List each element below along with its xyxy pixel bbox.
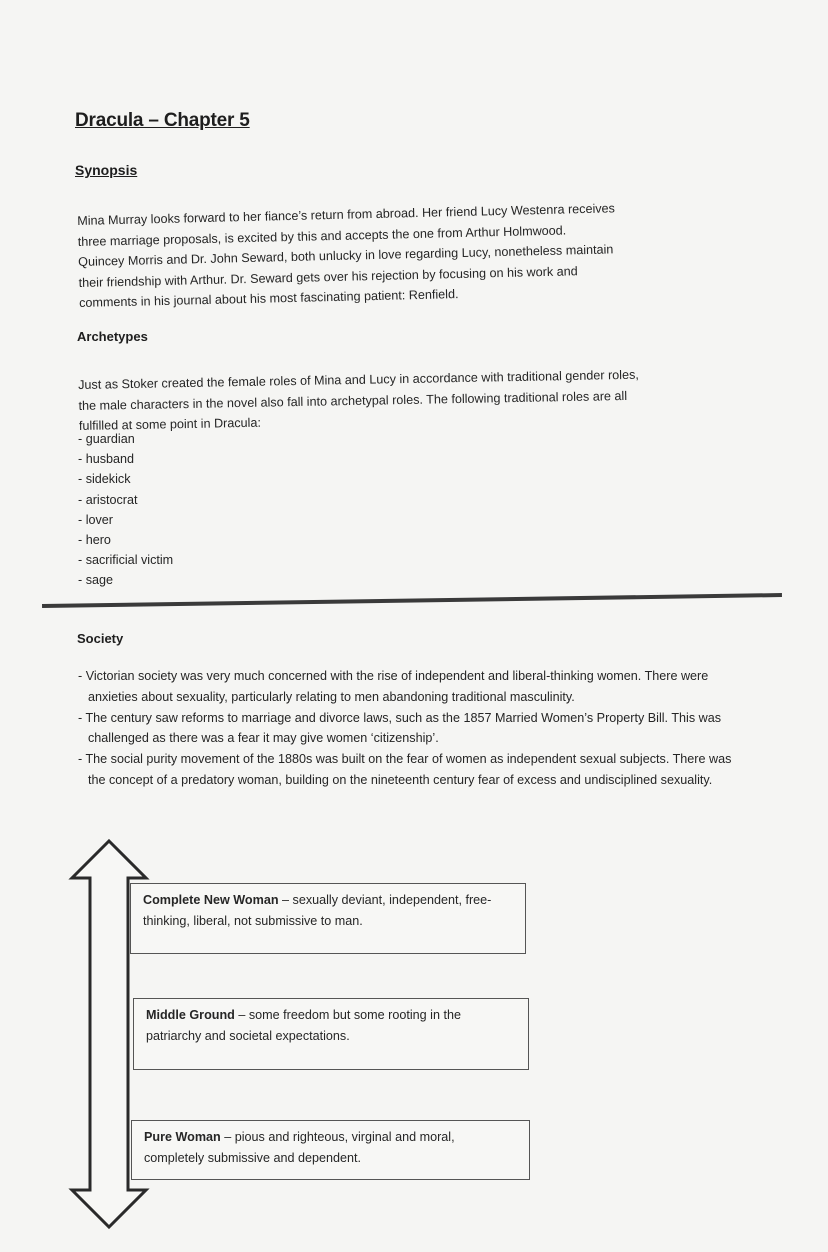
spectrum-box-pure-woman xyxy=(131,1120,530,1180)
spectrum-label: Pure Woman xyxy=(144,1130,221,1144)
spectrum-text: – sexually deviant, independent, free-thinking, liberal, not submissive to man. xyxy=(143,893,492,928)
archetypes-paragraph xyxy=(78,363,744,437)
list-item: - sidekick xyxy=(78,469,173,489)
synopsis-line: Quincey Morris and Dr. John Seward, both unlucky in love regarding Lucy, nonetheless maintain xyxy=(78,242,614,269)
spectrum-box-middle-ground xyxy=(133,998,529,1070)
synopsis-paragraph xyxy=(77,195,744,313)
section-divider xyxy=(42,593,782,608)
list-item: - lover xyxy=(78,510,173,530)
page-title: Dracula – Chapter 5 xyxy=(75,110,250,131)
list-item: - sage xyxy=(78,570,173,590)
spectrum-label: Complete New Woman xyxy=(143,893,279,907)
archetypes-line: the male characters in the novel also fall into archetypal roles. The following traditional roles are all xyxy=(78,388,628,413)
synopsis-heading: Synopsis xyxy=(75,162,138,178)
list-item: - hero xyxy=(78,530,173,550)
list-item: - sacrificial victim xyxy=(78,550,173,570)
synopsis-line: three marriage proposals, is excited by this and accepts the one from Arthur Holmwood. xyxy=(77,222,567,249)
spectrum-text: – some freedom but some rooting in the patriarchy and societal expectations. xyxy=(146,1008,461,1043)
synopsis-line: Mina Murray looks forward to her fiance’s return from abroad. Her friend Lucy Westenra receives xyxy=(77,201,616,228)
list-item: - aristocrat xyxy=(78,490,173,510)
list-item: - Victorian society was very much concerned with the rise of independent and liberal-thinking women. There were anxieties about sexuality, particularly relating to men abandoning traditional masculinity. xyxy=(78,666,748,708)
synopsis-line: their friendship with Arthur. Dr. Seward gets over his rejection by focusing on his work and xyxy=(78,263,578,290)
spectrum-box-new-woman xyxy=(130,883,526,954)
archetypes-line: fulfilled at some point in Dracula: xyxy=(78,415,262,433)
society-list xyxy=(78,666,748,791)
spectrum-label: Middle Ground xyxy=(146,1008,235,1022)
synopsis-line: comments in his journal about his most fascinating patient: Renfield. xyxy=(79,287,459,310)
spectrum-text: – pious and righteous, virginal and moral, completely submissive and dependent. xyxy=(144,1130,455,1165)
archetypes-heading: Archetypes xyxy=(77,329,148,344)
list-item: - The social purity movement of the 1880s was built on the fear of women as independent sexual subjects. There was the concept of a predatory woman, building on the nineteenth century fear of excess and undisciplined sexuality. xyxy=(78,749,748,791)
list-item: - husband xyxy=(78,449,173,469)
list-item: - guardian xyxy=(78,429,173,449)
archetype-roles-list xyxy=(78,429,173,591)
archetypes-line: Just as Stoker created the female roles of Mina and Lucy in accordance with traditional gender roles, xyxy=(78,367,639,392)
list-item: - The century saw reforms to marriage and divorce laws, such as the 1857 Married Women’s Property Bill. This was challenged as there was a fear it may give women ‘citizenship’. xyxy=(78,708,748,750)
society-heading: Society xyxy=(77,631,124,646)
